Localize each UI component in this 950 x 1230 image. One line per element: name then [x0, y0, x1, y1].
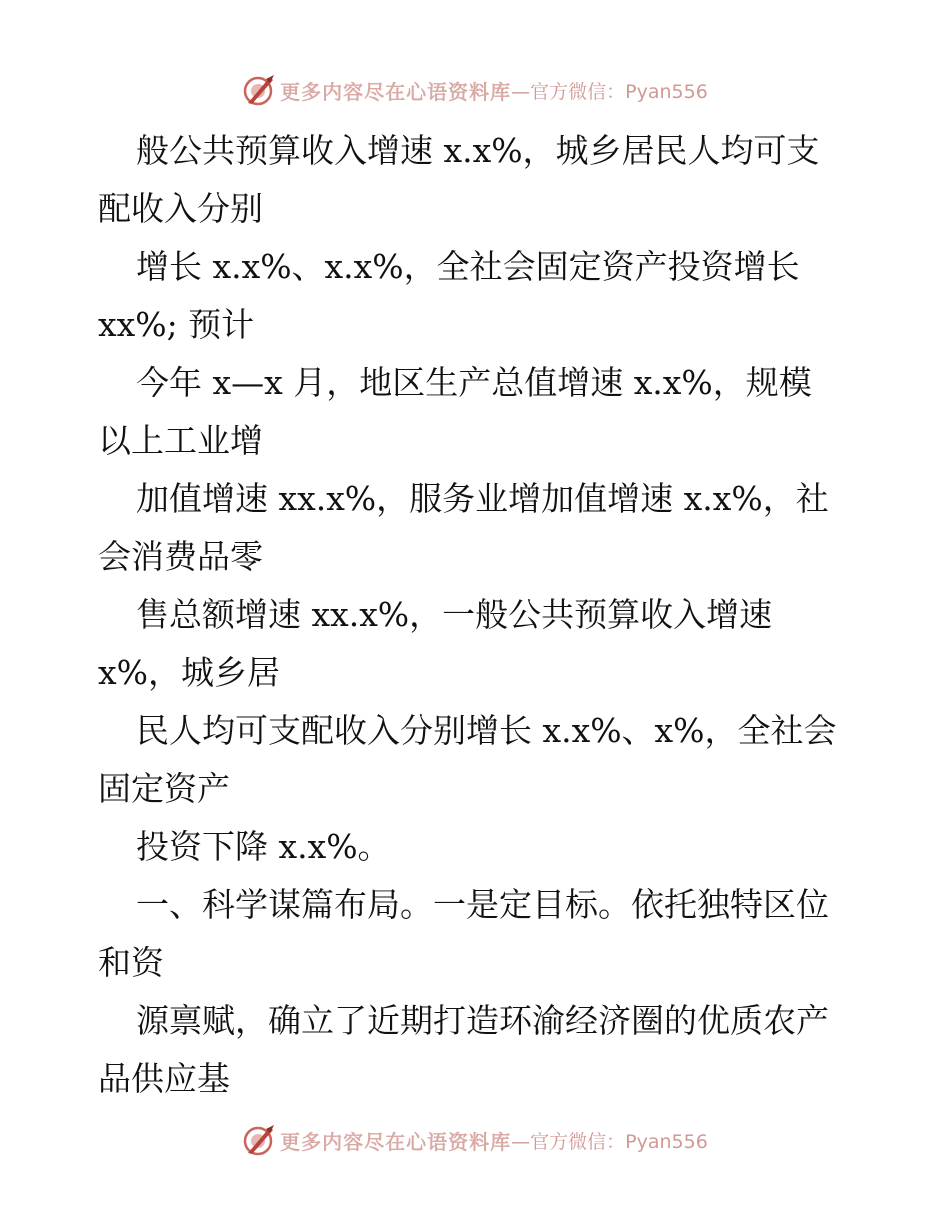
banner-brand-text: 更多内容尽在心语资料库	[280, 79, 512, 104]
header-banner	[0, 70, 950, 110]
text-line: 品供应基	[98, 1059, 230, 1098]
footer-banner	[0, 1120, 950, 1160]
text-line: 源禀赋，确立了近期打造环渝经济圈的优质农产	[136, 1001, 829, 1040]
text-line: 和资	[98, 943, 164, 982]
banner-wechat-text: —官方微信：Pyan556	[511, 1130, 708, 1153]
text-line: 售总额增速 xx.x%，一般公共预算收入增速	[136, 595, 773, 634]
text-line: 会消费品零	[98, 537, 263, 576]
text-line: 般公共预算收入增速 x.x%，城乡居民人均可支	[136, 131, 820, 170]
text-line: 固定资产	[98, 769, 230, 808]
text-line: 配收入分别	[98, 189, 263, 228]
banner-brand-text: 更多内容尽在心语资料库	[280, 1129, 512, 1154]
quill-logo-icon	[242, 73, 276, 107]
text-line: 加值增速 xx.x%，服务业增加值增速 x.x%，社	[136, 479, 829, 518]
banner-wechat-text: —官方微信：Pyan556	[511, 80, 708, 103]
text-line: 增长 x.x%、x.x%，全社会固定资产投资增长	[136, 247, 800, 286]
text-line: xx%; 预计	[98, 305, 255, 344]
text-line: 以上工业增	[98, 421, 263, 460]
text-line: 一、科学谋篇布局。一是定目标。依托独特区位	[136, 885, 829, 924]
text-line: 今年 x—x 月，地区生产总值增速 x.x%，规模	[136, 363, 812, 402]
text-line: 民人均可支配收入分别增长 x.x%、x%，全社会	[136, 711, 837, 750]
quill-logo-icon	[242, 1123, 276, 1157]
text-line: 投资下降 x.x%。	[136, 827, 391, 866]
text-line: x%，城乡居	[98, 653, 280, 692]
document-body	[98, 122, 898, 1108]
